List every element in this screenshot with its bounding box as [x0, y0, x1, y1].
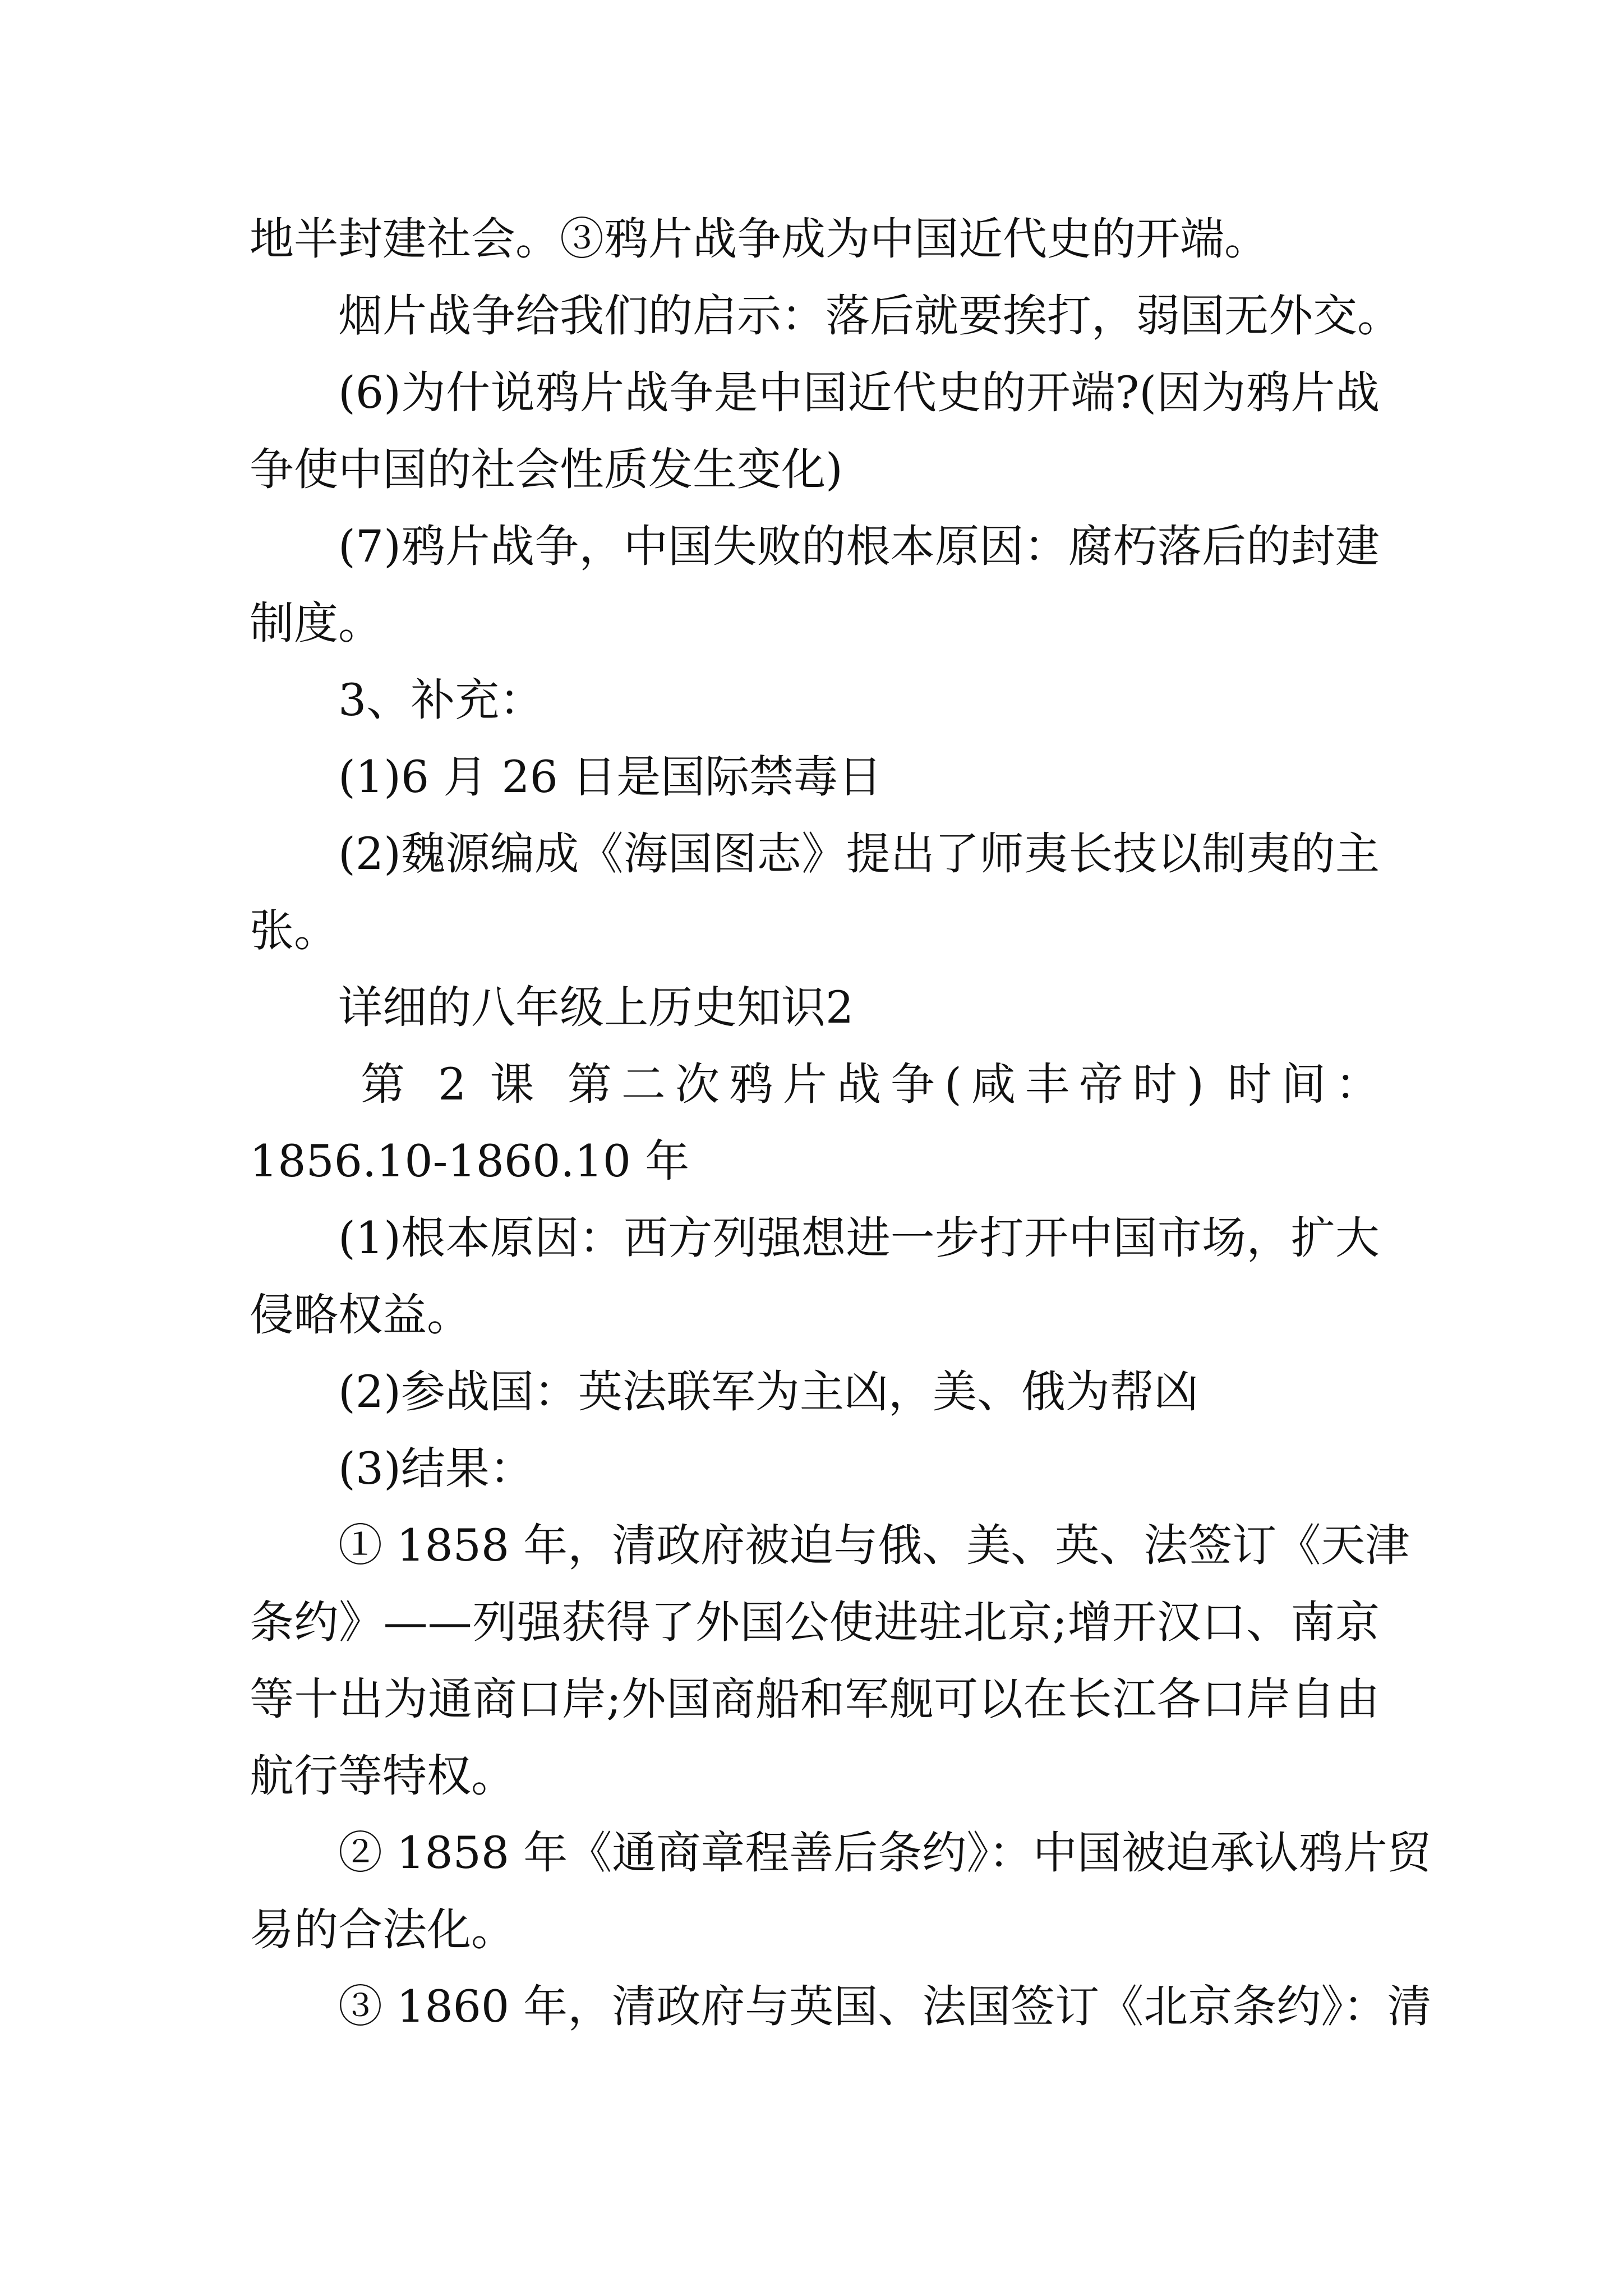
- section-title: [250, 969, 1380, 1046]
- text-line: (1)6 月 26 日是国际禁毒日: [338, 751, 883, 803]
- text-line: (3)结果：: [338, 1443, 534, 1494]
- lesson-heading: [250, 1046, 1380, 1200]
- text-line: 易的合法化。: [250, 1904, 515, 1955]
- paragraph: [250, 278, 1401, 355]
- paragraph: [250, 355, 1380, 508]
- text-line: 航行等特权。: [250, 1750, 515, 1802]
- text-line: 侵略权益。: [250, 1289, 471, 1341]
- paragraph: [250, 201, 1380, 278]
- paragraph: [250, 739, 1380, 816]
- text-line: 地半封建社会。③鸦片战争成为中国近代史的开端。: [250, 213, 1269, 265]
- paragraph: [250, 816, 1380, 969]
- section-heading: [250, 662, 1380, 739]
- text-line: ② 1858 年《通商章程善后条约》：中国被迫承认鸦片贸: [338, 1827, 1432, 1879]
- paragraph: [250, 1354, 1380, 1430]
- paragraph: [250, 1430, 1380, 1507]
- paragraph: [250, 508, 1380, 662]
- text-line: 条约》——列强获得了外国公使进驻北京;增开汉口、南京: [250, 1596, 1380, 1648]
- text-line: ① 1858 年，清政府被迫与俄、美、英、法签订《天津: [338, 1520, 1410, 1571]
- text-line: 烟片战争给我们的启示：落后就要挨打，弱国无外交。: [338, 290, 1401, 342]
- text-line: ③ 1860 年，清政府与英国、法国签订《北京条约》：清: [338, 1981, 1432, 2032]
- body-text: [250, 201, 1432, 2045]
- paragraph: [250, 1200, 1380, 1354]
- text-line: 等十出为通商口岸;外国商船和军舰可以在长江各口岸自由: [250, 1673, 1380, 1725]
- paragraph: [250, 1968, 1432, 2045]
- text-line: 张。: [250, 905, 338, 956]
- text-line: (2)参战国：英法联军为主凶，美、俄为帮凶: [338, 1366, 1198, 1418]
- text-line: 争使中国的社会性质发生变化): [250, 444, 843, 495]
- text-line: 详细的八年级上历史知识2: [338, 982, 854, 1033]
- text-line: (7)鸦片战争，中国失败的根本原因：腐朽落后的封建: [338, 521, 1380, 572]
- text-line: 第 2 课 第二次鸦片战争(咸丰帝时) 时间：: [361, 1059, 1380, 1110]
- paragraph: [250, 1815, 1432, 1968]
- text-line: 1856.10-1860.10 年: [250, 1135, 690, 1187]
- text-line: (1)根本原因：西方列强想进一步打开中国市场，扩大: [338, 1212, 1380, 1264]
- text-line: (2)魏源编成《海国图志》提出了师夷长技以制夷的主: [338, 828, 1380, 880]
- paragraph: [250, 1507, 1410, 1815]
- text-line: (6)为什说鸦片战争是中国近代史的开端?(因为鸦片战: [338, 367, 1380, 418]
- text-line: 3、补充：: [338, 674, 544, 726]
- text-line: 制度。: [250, 597, 382, 649]
